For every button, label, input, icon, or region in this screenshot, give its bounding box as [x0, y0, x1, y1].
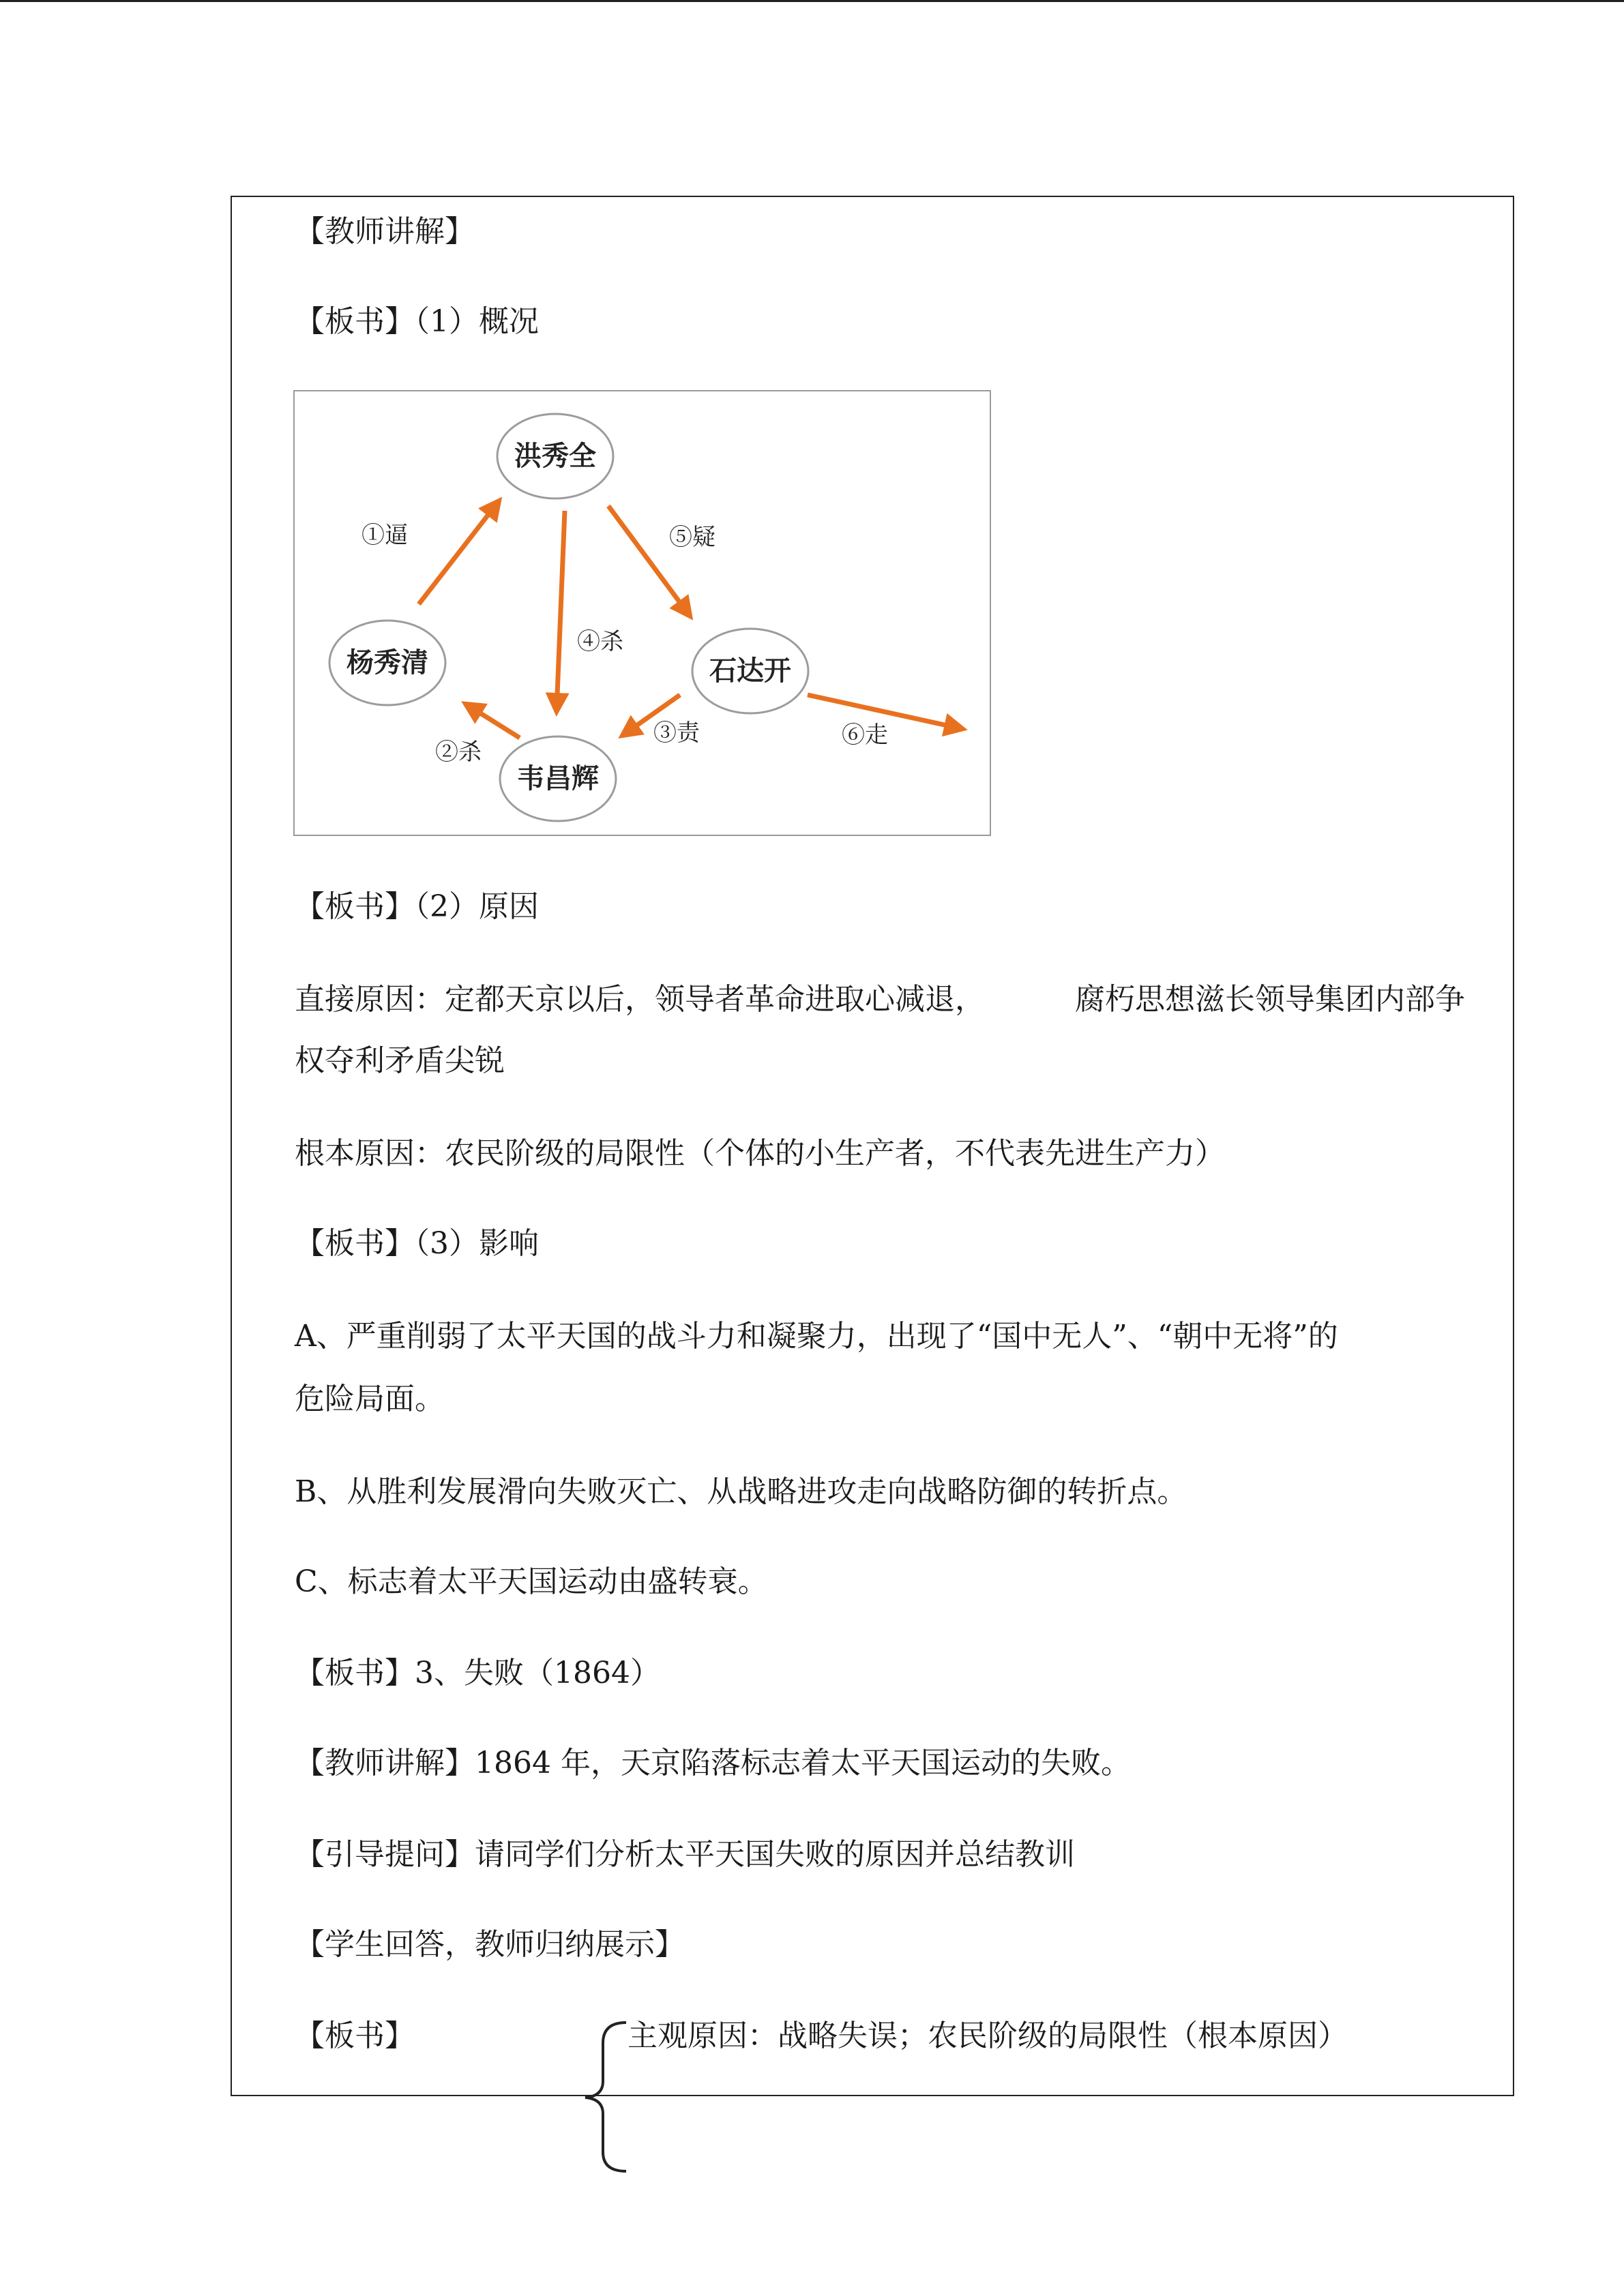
arrow-yang-to-hong — [419, 501, 499, 604]
impact-b-line: B、从胜利发展滑向失败灭亡、从战略进攻走向战略防御的转折点。 — [295, 1474, 1187, 1509]
edge-label-3: ③责 — [653, 719, 700, 747]
edge-label-4: ④杀 — [577, 628, 623, 655]
top-border-line — [0, 0, 1624, 2]
relationship-diagram-svg — [295, 391, 990, 835]
edge-label-1: ①逼 — [361, 522, 408, 549]
impact-c-line: C、标志着太平天国运动由盛转衰。 — [295, 1564, 768, 1599]
teacher-explain-heading: 【教师讲解】 — [295, 214, 475, 249]
root-cause-line: 根本原因：农民阶级的局限性（个体的小生产者，不代表先进生产力） — [295, 1136, 1225, 1171]
relationship-diagram — [293, 390, 991, 836]
board-cause-heading: 【板书】（2）原因 — [295, 889, 539, 924]
arrow-hong-to-wei — [557, 511, 565, 712]
subjective-cause-line: 主观原因：战略失误；农民阶级的局限性（根本原因） — [628, 2018, 1348, 2053]
node-wei-label: 韦昌辉 — [517, 762, 599, 794]
node-yang-label: 杨秀清 — [346, 646, 428, 679]
direct-cause-line1: 直接原因：定都天京以后，领导者革命进取心减退， — [295, 982, 985, 1017]
node-hong-label: 洪秀全 — [514, 440, 596, 472]
student-answer-heading: 【学生回答，教师归纳展示】 — [295, 1927, 685, 1962]
impact-a-line1: A、严重削弱了太平天国的战斗力和凝聚力，出现了“国中无人”、“朝中无将”的 — [295, 1319, 1338, 1354]
guided-question-line: 【引导提问】请同学们分析太平天国失败的原因并总结教训 — [295, 1837, 1075, 1872]
board-impact-heading: 【板书】（3）影响 — [295, 1226, 539, 1261]
arrow-wei-to-yang — [465, 704, 520, 738]
edge-label-6: ⑥走 — [842, 721, 888, 749]
edge-label-2: ②杀 — [435, 739, 482, 766]
impact-a-line2: 危险局面。 — [295, 1382, 445, 1416]
board-summary-label: 【板书】 — [295, 2018, 415, 2053]
curly-brace — [573, 2018, 628, 2175]
edge-label-5: ⑤疑 — [669, 524, 715, 551]
direct-cause-line2: 权夺利矛盾尖锐 — [295, 1043, 505, 1078]
arrow-hong-to-shi — [608, 506, 690, 616]
board-failure-heading: 【板书】3、失败（1864） — [295, 1656, 660, 1690]
node-shi-label: 石达开 — [709, 655, 791, 687]
teacher-explain-failure: 【教师讲解】1864 年，天京陷落标志着太平天国运动的失败。 — [295, 1746, 1131, 1780]
board-overview-heading: 【板书】（1）概况 — [295, 304, 539, 339]
direct-cause-line1-cont: 腐朽思想滋长领导集团内部争 — [1075, 982, 1465, 1017]
